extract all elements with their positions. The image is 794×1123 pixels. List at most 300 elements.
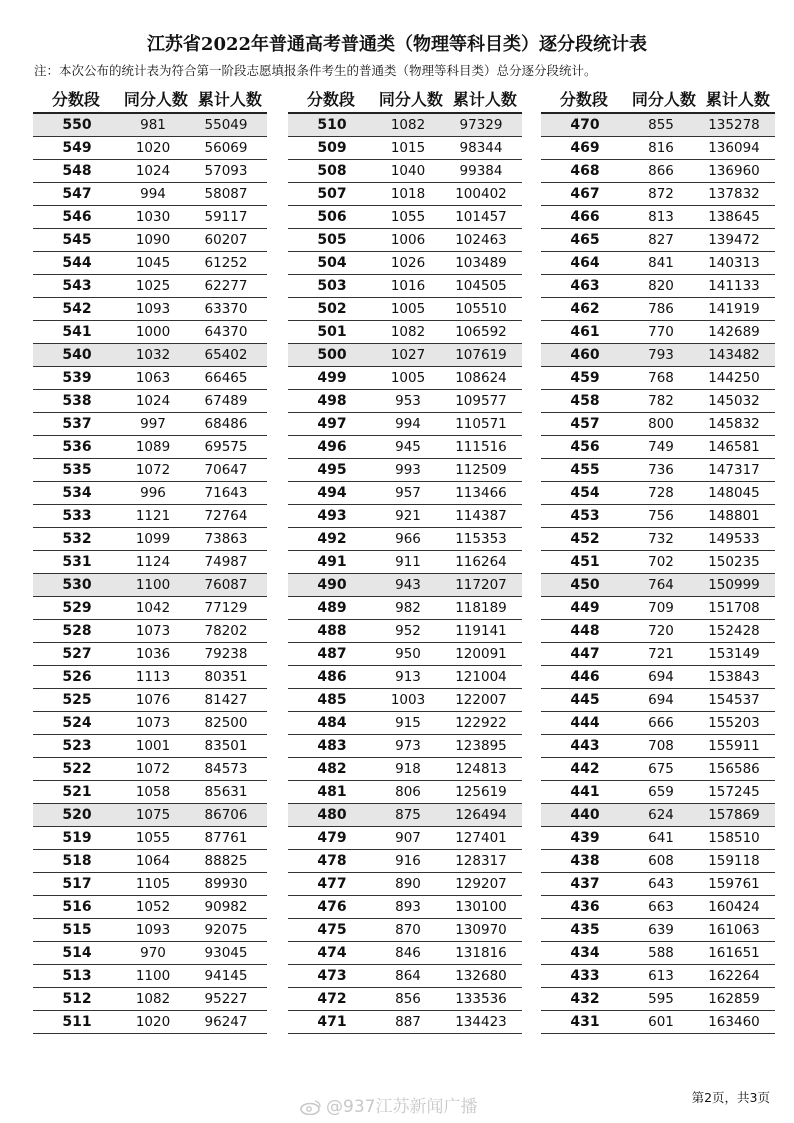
cumulative-cell: 110571	[455, 416, 507, 432]
table-row	[33, 390, 267, 413]
table-row	[33, 275, 267, 298]
score-cell: 482	[317, 761, 347, 777]
cumulative-cell: 152428	[708, 623, 760, 639]
same-count-cell: 915	[395, 715, 421, 731]
table-row	[288, 298, 522, 321]
header-same-count: 同分人数	[123, 89, 188, 109]
table-body	[33, 112, 267, 1034]
table-row	[288, 114, 522, 137]
same-count-cell: 1072	[135, 462, 171, 478]
table-row	[541, 390, 775, 413]
cumulative-cell: 125619	[455, 784, 507, 800]
table-row	[33, 735, 267, 758]
score-cell: 522	[62, 761, 92, 777]
same-count-cell: 953	[395, 393, 421, 409]
header-same-count: 同分人数	[378, 89, 443, 109]
table-row	[541, 160, 775, 183]
score-cell: 468	[570, 163, 600, 179]
table-row	[33, 482, 267, 505]
score-cell: 498	[317, 393, 347, 409]
same-count-cell: 994	[140, 186, 166, 202]
score-cell: 505	[317, 232, 347, 248]
same-count-cell: 1055	[135, 830, 171, 846]
score-cell: 493	[317, 508, 347, 524]
table-row	[541, 505, 775, 528]
same-count-cell: 720	[648, 623, 674, 639]
cumulative-cell: 89930	[204, 876, 248, 892]
cumulative-cell: 65402	[204, 347, 248, 363]
header-score: 分数段	[306, 89, 355, 109]
cumulative-cell: 133536	[455, 991, 507, 1007]
score-cell: 441	[570, 784, 600, 800]
same-count-cell: 820	[648, 278, 674, 294]
score-cell: 545	[62, 232, 92, 248]
cumulative-cell: 71643	[204, 485, 248, 501]
score-cell: 476	[317, 899, 347, 915]
table-body	[541, 112, 775, 1034]
table-row	[288, 574, 522, 597]
table-row	[33, 850, 267, 873]
same-count-cell: 1020	[135, 140, 171, 156]
same-count-cell: 890	[395, 876, 421, 892]
score-cell: 525	[62, 692, 92, 708]
cumulative-cell: 94145	[204, 968, 248, 984]
table-row	[288, 735, 522, 758]
table-header	[541, 84, 775, 112]
table-row	[33, 551, 267, 574]
table-row	[541, 413, 775, 436]
cumulative-cell: 78202	[204, 623, 248, 639]
cumulative-cell: 93045	[204, 945, 248, 961]
cumulative-cell: 155203	[708, 715, 760, 731]
cumulative-cell: 60207	[204, 232, 248, 248]
table-row	[33, 827, 267, 850]
table-row	[541, 873, 775, 896]
table-row	[33, 367, 267, 390]
table-note: 注：本次公布的统计表为符合第一阶段志愿填报条件考生的普通类（物理等科目类）总分逐分段统计。	[34, 63, 597, 78]
table-row	[541, 229, 775, 252]
cumulative-cell: 150999	[708, 577, 760, 593]
cumulative-cell: 67489	[204, 393, 248, 409]
score-cell: 501	[317, 324, 347, 340]
cumulative-cell: 59117	[204, 209, 248, 225]
table-row	[33, 781, 267, 804]
same-count-cell: 1005	[390, 301, 426, 317]
score-cell: 483	[317, 738, 347, 754]
same-count-cell: 1082	[390, 117, 426, 133]
cumulative-cell: 158510	[708, 830, 760, 846]
header-score: 分数段	[51, 89, 100, 109]
table-row	[33, 413, 267, 436]
score-cell: 462	[570, 301, 600, 317]
same-count-cell: 1073	[135, 715, 171, 731]
table-row	[288, 229, 522, 252]
table-row	[33, 459, 267, 482]
table-row	[288, 620, 522, 643]
same-count-cell: 675	[648, 761, 674, 777]
cumulative-cell: 103489	[455, 255, 507, 271]
same-count-cell: 709	[648, 600, 674, 616]
cumulative-cell: 99384	[459, 163, 503, 179]
score-cell: 488	[317, 623, 347, 639]
score-cell: 490	[317, 577, 347, 593]
score-cell: 520	[62, 807, 92, 823]
cumulative-cell: 160424	[708, 899, 760, 915]
score-cell: 477	[317, 876, 347, 892]
same-count-cell: 1020	[135, 1014, 171, 1030]
score-cell: 460	[570, 347, 600, 363]
table-row	[541, 275, 775, 298]
score-cell: 544	[62, 255, 92, 271]
cumulative-cell: 120091	[455, 646, 507, 662]
cumulative-cell: 143482	[708, 347, 760, 363]
same-count-cell: 721	[648, 646, 674, 662]
table-row	[288, 827, 522, 850]
same-count-cell: 1015	[390, 140, 426, 156]
cumulative-cell: 104505	[455, 278, 507, 294]
table-row	[288, 436, 522, 459]
score-cell: 458	[570, 393, 600, 409]
table-row	[288, 643, 522, 666]
table-row	[33, 344, 267, 367]
table-row	[288, 275, 522, 298]
score-cell: 542	[62, 301, 92, 317]
same-count-cell: 613	[648, 968, 674, 984]
table-row	[288, 689, 522, 712]
same-count-cell: 827	[648, 232, 674, 248]
same-count-cell: 643	[648, 876, 674, 892]
score-cell: 533	[62, 508, 92, 524]
cumulative-cell: 117207	[455, 577, 507, 593]
table-row	[288, 252, 522, 275]
cumulative-cell: 153149	[708, 646, 760, 662]
table-row	[541, 252, 775, 275]
same-count-cell: 981	[140, 117, 166, 133]
same-count-cell: 770	[648, 324, 674, 340]
same-count-cell: 1024	[135, 393, 171, 409]
cumulative-cell: 55049	[204, 117, 248, 133]
table-row	[33, 758, 267, 781]
table-row	[541, 643, 775, 666]
same-count-cell: 608	[648, 853, 674, 869]
table-row	[288, 850, 522, 873]
table-row	[33, 436, 267, 459]
table-row	[288, 666, 522, 689]
cumulative-cell: 155911	[708, 738, 760, 754]
table-row	[541, 850, 775, 873]
score-cell: 461	[570, 324, 600, 340]
score-cell: 456	[570, 439, 600, 455]
same-count-cell: 702	[648, 554, 674, 570]
cumulative-cell: 79238	[204, 646, 248, 662]
score-cell: 504	[317, 255, 347, 271]
same-count-cell: 1064	[135, 853, 171, 869]
table-row	[288, 919, 522, 942]
table-row	[33, 597, 267, 620]
cumulative-cell: 86706	[204, 807, 248, 823]
score-cell: 465	[570, 232, 600, 248]
cumulative-cell: 141919	[708, 301, 760, 317]
score-cell: 547	[62, 186, 92, 202]
cumulative-cell: 101457	[455, 209, 507, 225]
cumulative-cell: 69575	[204, 439, 248, 455]
cumulative-cell: 132680	[455, 968, 507, 984]
score-cell: 449	[570, 600, 600, 616]
page-number: 第2页，共3页	[691, 1090, 770, 1105]
cumulative-cell: 105510	[455, 301, 507, 317]
same-count-cell: 846	[395, 945, 421, 961]
header-same-count: 同分人数	[631, 89, 696, 109]
same-count-cell: 694	[648, 692, 674, 708]
cumulative-cell: 92075	[204, 922, 248, 938]
same-count-cell: 957	[395, 485, 421, 501]
table-row	[541, 459, 775, 482]
same-count-cell: 1032	[135, 347, 171, 363]
table-row	[541, 804, 775, 827]
score-cell: 492	[317, 531, 347, 547]
table-row	[288, 712, 522, 735]
same-count-cell: 601	[648, 1014, 674, 1030]
cumulative-cell: 77129	[204, 600, 248, 616]
score-cell: 510	[317, 117, 347, 133]
same-count-cell: 1082	[135, 991, 171, 1007]
same-count-cell: 782	[648, 393, 674, 409]
same-count-cell: 1016	[390, 278, 426, 294]
table-row	[33, 988, 267, 1011]
table-row	[541, 689, 775, 712]
same-count-cell: 875	[395, 807, 421, 823]
cumulative-cell: 126494	[455, 807, 507, 823]
watermark	[300, 1092, 477, 1117]
cumulative-cell: 140313	[708, 255, 760, 271]
score-cell: 534	[62, 485, 92, 501]
same-count-cell: 1124	[135, 554, 171, 570]
cumulative-cell: 68486	[204, 416, 248, 432]
table-row	[288, 873, 522, 896]
cumulative-cell: 102463	[455, 232, 507, 248]
score-cell: 443	[570, 738, 600, 754]
same-count-cell: 588	[648, 945, 674, 961]
cumulative-cell: 148801	[708, 508, 760, 524]
cumulative-cell: 145832	[708, 416, 760, 432]
table-row	[33, 712, 267, 735]
same-count-cell: 816	[648, 140, 674, 156]
cumulative-cell: 138645	[708, 209, 760, 225]
same-count-cell: 1082	[390, 324, 426, 340]
cumulative-cell: 116264	[455, 554, 507, 570]
same-count-cell: 966	[395, 531, 421, 547]
score-cell: 495	[317, 462, 347, 478]
same-count-cell: 945	[395, 439, 421, 455]
table-row	[541, 781, 775, 804]
score-cell: 531	[62, 554, 92, 570]
cumulative-cell: 162859	[708, 991, 760, 1007]
weibo-icon	[300, 1099, 322, 1115]
same-count-cell: 800	[648, 416, 674, 432]
table-row	[541, 666, 775, 689]
cumulative-cell: 111516	[455, 439, 507, 455]
cumulative-cell: 145032	[708, 393, 760, 409]
cumulative-cell: 130970	[455, 922, 507, 938]
table-row	[288, 413, 522, 436]
cumulative-cell: 150235	[708, 554, 760, 570]
cumulative-cell: 156586	[708, 761, 760, 777]
cumulative-cell: 153843	[708, 669, 760, 685]
same-count-cell: 749	[648, 439, 674, 455]
table-row	[288, 758, 522, 781]
score-cell: 506	[317, 209, 347, 225]
score-cell: 548	[62, 163, 92, 179]
table-row	[288, 551, 522, 574]
table-row	[541, 482, 775, 505]
cumulative-cell: 73863	[204, 531, 248, 547]
table-row	[541, 528, 775, 551]
same-count-cell: 1001	[135, 738, 171, 754]
score-cell: 485	[317, 692, 347, 708]
score-cell: 529	[62, 600, 92, 616]
score-cell: 499	[317, 370, 347, 386]
cumulative-cell: 121004	[455, 669, 507, 685]
table-row	[288, 344, 522, 367]
cumulative-cell: 112509	[455, 462, 507, 478]
score-cell: 541	[62, 324, 92, 340]
same-count-cell: 943	[395, 577, 421, 593]
score-cell: 472	[317, 991, 347, 1007]
cumulative-cell: 88825	[204, 853, 248, 869]
same-count-cell: 872	[648, 186, 674, 202]
page-title: 江苏省2022年普通高考普通类（物理等科目类）逐分段统计表	[146, 34, 648, 55]
score-cell: 550	[62, 117, 92, 133]
score-cell: 518	[62, 853, 92, 869]
same-count-cell: 1113	[135, 669, 171, 685]
score-cell: 508	[317, 163, 347, 179]
table-row	[288, 804, 522, 827]
score-cell: 445	[570, 692, 600, 708]
cumulative-cell: 128317	[455, 853, 507, 869]
score-cell: 507	[317, 186, 347, 202]
table-row	[33, 252, 267, 275]
cumulative-cell: 137832	[708, 186, 760, 202]
table-row	[33, 229, 267, 252]
score-cell: 532	[62, 531, 92, 547]
cumulative-cell: 141133	[708, 278, 760, 294]
cumulative-cell: 76087	[204, 577, 248, 593]
same-count-cell: 793	[648, 347, 674, 363]
score-cell: 479	[317, 830, 347, 846]
same-count-cell: 893	[395, 899, 421, 915]
score-cell: 543	[62, 278, 92, 294]
cumulative-cell: 119141	[455, 623, 507, 639]
score-cell: 469	[570, 140, 600, 156]
same-count-cell: 1093	[135, 301, 171, 317]
score-cell: 452	[570, 531, 600, 547]
score-cell: 519	[62, 830, 92, 846]
score-cell: 509	[317, 140, 347, 156]
same-count-cell: 993	[395, 462, 421, 478]
same-count-cell: 913	[395, 669, 421, 685]
table-row	[541, 114, 775, 137]
table-row	[541, 919, 775, 942]
table-row	[288, 160, 522, 183]
cumulative-cell: 80351	[204, 669, 248, 685]
score-cell: 451	[570, 554, 600, 570]
table-row	[33, 666, 267, 689]
score-cell: 470	[570, 117, 600, 133]
score-cell: 517	[62, 876, 92, 892]
same-count-cell: 1003	[390, 692, 426, 708]
cumulative-cell: 154537	[708, 692, 760, 708]
score-cell: 480	[317, 807, 347, 823]
cumulative-cell: 157245	[708, 784, 760, 800]
table-row	[541, 551, 775, 574]
score-cell: 486	[317, 669, 347, 685]
cumulative-cell: 127401	[455, 830, 507, 846]
score-cell: 463	[570, 278, 600, 294]
table-row	[541, 965, 775, 988]
same-count-cell: 1025	[135, 278, 171, 294]
table-row	[33, 321, 267, 344]
cumulative-cell: 118189	[455, 600, 507, 616]
table-row	[288, 597, 522, 620]
same-count-cell: 728	[648, 485, 674, 501]
table-row	[33, 206, 267, 229]
table-row	[288, 896, 522, 919]
score-cell: 502	[317, 301, 347, 317]
score-cell: 475	[317, 922, 347, 938]
score-cell: 528	[62, 623, 92, 639]
same-count-cell: 856	[395, 991, 421, 1007]
same-count-cell: 1063	[135, 370, 171, 386]
cumulative-cell: 96247	[204, 1014, 248, 1030]
table-row	[541, 298, 775, 321]
table-row	[541, 321, 775, 344]
table-header	[288, 84, 522, 112]
same-count-cell: 1052	[135, 899, 171, 915]
score-cell: 491	[317, 554, 347, 570]
same-count-cell: 786	[648, 301, 674, 317]
score-cell: 440	[570, 807, 600, 823]
same-count-cell: 855	[648, 117, 674, 133]
same-count-cell: 813	[648, 209, 674, 225]
cumulative-cell: 98344	[459, 140, 503, 156]
same-count-cell: 666	[648, 715, 674, 731]
table-row	[541, 735, 775, 758]
table-row	[288, 367, 522, 390]
same-count-cell: 1000	[135, 324, 171, 340]
same-count-cell: 1089	[135, 439, 171, 455]
cumulative-cell: 124813	[455, 761, 507, 777]
table-row	[288, 965, 522, 988]
cumulative-cell: 113466	[455, 485, 507, 501]
cumulative-cell: 107619	[455, 347, 507, 363]
table-row	[541, 137, 775, 160]
same-count-cell: 997	[140, 416, 166, 432]
same-count-cell: 624	[648, 807, 674, 823]
score-cell: 487	[317, 646, 347, 662]
score-cell: 500	[317, 347, 347, 363]
table-column-1	[33, 84, 267, 1034]
cumulative-cell: 136960	[708, 163, 760, 179]
table-row	[33, 160, 267, 183]
same-count-cell: 996	[140, 485, 166, 501]
table-row	[541, 344, 775, 367]
cumulative-cell: 115353	[455, 531, 507, 547]
table-row	[33, 1011, 267, 1034]
score-cell: 466	[570, 209, 600, 225]
same-count-cell: 641	[648, 830, 674, 846]
cumulative-cell: 162264	[708, 968, 760, 984]
table-row	[33, 896, 267, 919]
